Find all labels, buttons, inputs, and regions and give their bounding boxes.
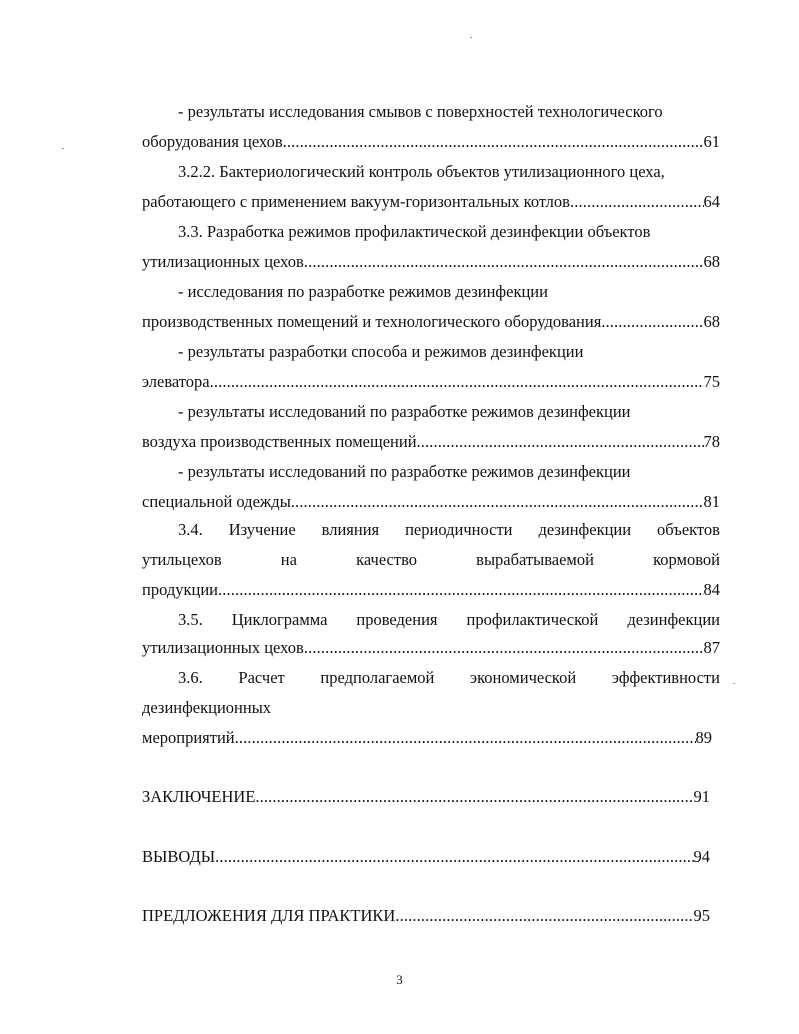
toc-word: качество — [356, 550, 418, 569]
toc-entry-text: 3.2.2. Бактериологический контроль объектов утилизационного цеха, — [178, 162, 665, 181]
toc-section-title: ПРЕДЛОЖЕНИЯ ДЛЯ ПРАКТИКИ — [142, 906, 396, 925]
toc-word: периодичности — [405, 520, 513, 539]
dot-leader — [570, 190, 704, 214]
toc-word: экономической — [470, 668, 577, 687]
toc-entry-line — [142, 636, 720, 660]
toc-entry-line — [142, 548, 720, 572]
dot-leader — [304, 250, 704, 274]
toc-entry-line — [142, 130, 720, 154]
toc-entry-line — [142, 280, 720, 304]
toc-word: 3.6. — [178, 668, 203, 687]
toc-word: Изучение — [228, 520, 296, 539]
toc-page-number: 91 — [693, 787, 710, 806]
toc-word: Расчет — [238, 668, 285, 687]
toc-entry-line — [142, 100, 720, 124]
toc-word: предполагаемой — [320, 668, 435, 687]
toc-entry-line — [142, 518, 720, 542]
toc-entry-line — [142, 370, 720, 394]
toc-page-number: 87 — [703, 638, 720, 657]
toc-entry-text: 3.3. Разработка режимов профилактической дезинфекции объектов — [178, 222, 651, 241]
toc-word: Циклограмма — [231, 610, 328, 629]
toc-entry-line — [142, 310, 720, 334]
dot-leader — [291, 490, 704, 514]
toc-word: утильцехов — [142, 550, 222, 569]
toc-entry-line — [142, 460, 720, 484]
toc-entry-line — [142, 726, 712, 750]
dot-leader — [210, 370, 704, 394]
toc-word: 3.5. — [178, 610, 203, 629]
toc-entry-text: элеватора — [142, 372, 210, 391]
dot-leader — [218, 578, 703, 602]
dot-leader — [601, 310, 703, 334]
toc-entry-text: - результаты исследований по разработке режимов дезинфекции — [178, 402, 631, 421]
toc-word: кормовой — [653, 550, 720, 569]
toc-section-line — [142, 904, 710, 928]
toc-entry-line — [142, 578, 720, 602]
toc-entry-line — [142, 696, 720, 720]
toc-page-number: 89 — [695, 728, 712, 747]
toc-entry-line — [142, 608, 720, 632]
dot-leader — [417, 430, 704, 454]
page-number: 3 — [396, 972, 403, 987]
toc-word: на — [280, 550, 297, 569]
toc-page-number: 95 — [693, 906, 710, 925]
toc-word: влияния — [321, 520, 380, 539]
toc-page-number: 78 — [703, 432, 720, 451]
toc-word: вырабатываемой — [476, 550, 594, 569]
toc-word: эффективности — [611, 668, 720, 687]
toc-entry-text: мероприятий — [142, 728, 235, 747]
scan-speck — [470, 37, 472, 38]
toc-entry-line — [142, 340, 720, 364]
toc-page-number: 61 — [703, 132, 720, 151]
toc-entry-text: - результаты исследований по разработке режимов дезинфекции — [178, 462, 631, 481]
toc-entry-text: - результаты исследования смывов с поверхностей технологического — [178, 102, 663, 121]
toc-section-title: ЗАКЛЮЧЕНИЕ — [142, 787, 256, 806]
toc-entry-text: работающего с применением вакуум-горизонтальных котлов — [142, 192, 570, 211]
dot-leader — [235, 726, 696, 750]
toc-section-line — [142, 785, 710, 809]
toc-entry-text: утилизационных цехов — [142, 638, 304, 657]
toc-page-number: 84 — [703, 580, 720, 599]
toc-entry-line — [142, 666, 720, 690]
toc-entry-line — [142, 490, 720, 514]
dot-leader — [255, 785, 693, 809]
dot-leader — [215, 845, 693, 869]
toc-entry-line — [142, 400, 720, 424]
toc-page-number: 94 — [693, 847, 710, 866]
toc-page-number: 68 — [703, 312, 720, 331]
toc-entry-text: дезинфекционных — [142, 698, 272, 717]
toc-word: проведения — [356, 610, 438, 629]
toc-page-number: 68 — [703, 252, 720, 271]
scan-speck — [733, 683, 735, 684]
dot-leader — [283, 130, 704, 154]
toc-word: профилактической — [466, 610, 599, 629]
toc-entry-text: - исследования по разработке режимов дезинфекции — [178, 282, 548, 301]
toc-word: дезинфекции — [538, 520, 632, 539]
toc-entry-text: специальной одежды — [142, 492, 291, 511]
toc-entry-text: производственных помещений и технологического оборудования — [142, 312, 602, 331]
dot-leader — [395, 904, 693, 928]
toc-page-number: 64 — [703, 192, 720, 211]
toc-word: дезинфекции — [627, 610, 720, 629]
toc-page-number: 81 — [703, 492, 720, 511]
toc-entry-text: продукции — [142, 580, 219, 599]
toc-entry-text: утилизационных цехов — [142, 252, 304, 271]
toc-entry-line — [142, 160, 720, 184]
toc-word: объектов — [657, 520, 720, 539]
toc-entry-line — [142, 220, 720, 244]
toc-entry-text: воздуха производственных помещений — [142, 432, 417, 451]
toc-entry-line — [142, 250, 720, 274]
toc-section-line — [142, 845, 710, 869]
toc-entry-text: - результаты разработки способа и режимов дезинфекции — [178, 342, 584, 361]
toc-entry-text: оборудования цехов — [142, 132, 283, 151]
toc-word: 3.4. — [178, 520, 203, 539]
toc-entry-line — [142, 430, 720, 454]
toc-section-title: ВЫВОДЫ — [142, 847, 216, 866]
toc-entry-line — [142, 190, 720, 214]
toc-page-number: 75 — [703, 372, 720, 391]
scan-speck — [62, 148, 64, 149]
dot-leader — [304, 636, 704, 660]
